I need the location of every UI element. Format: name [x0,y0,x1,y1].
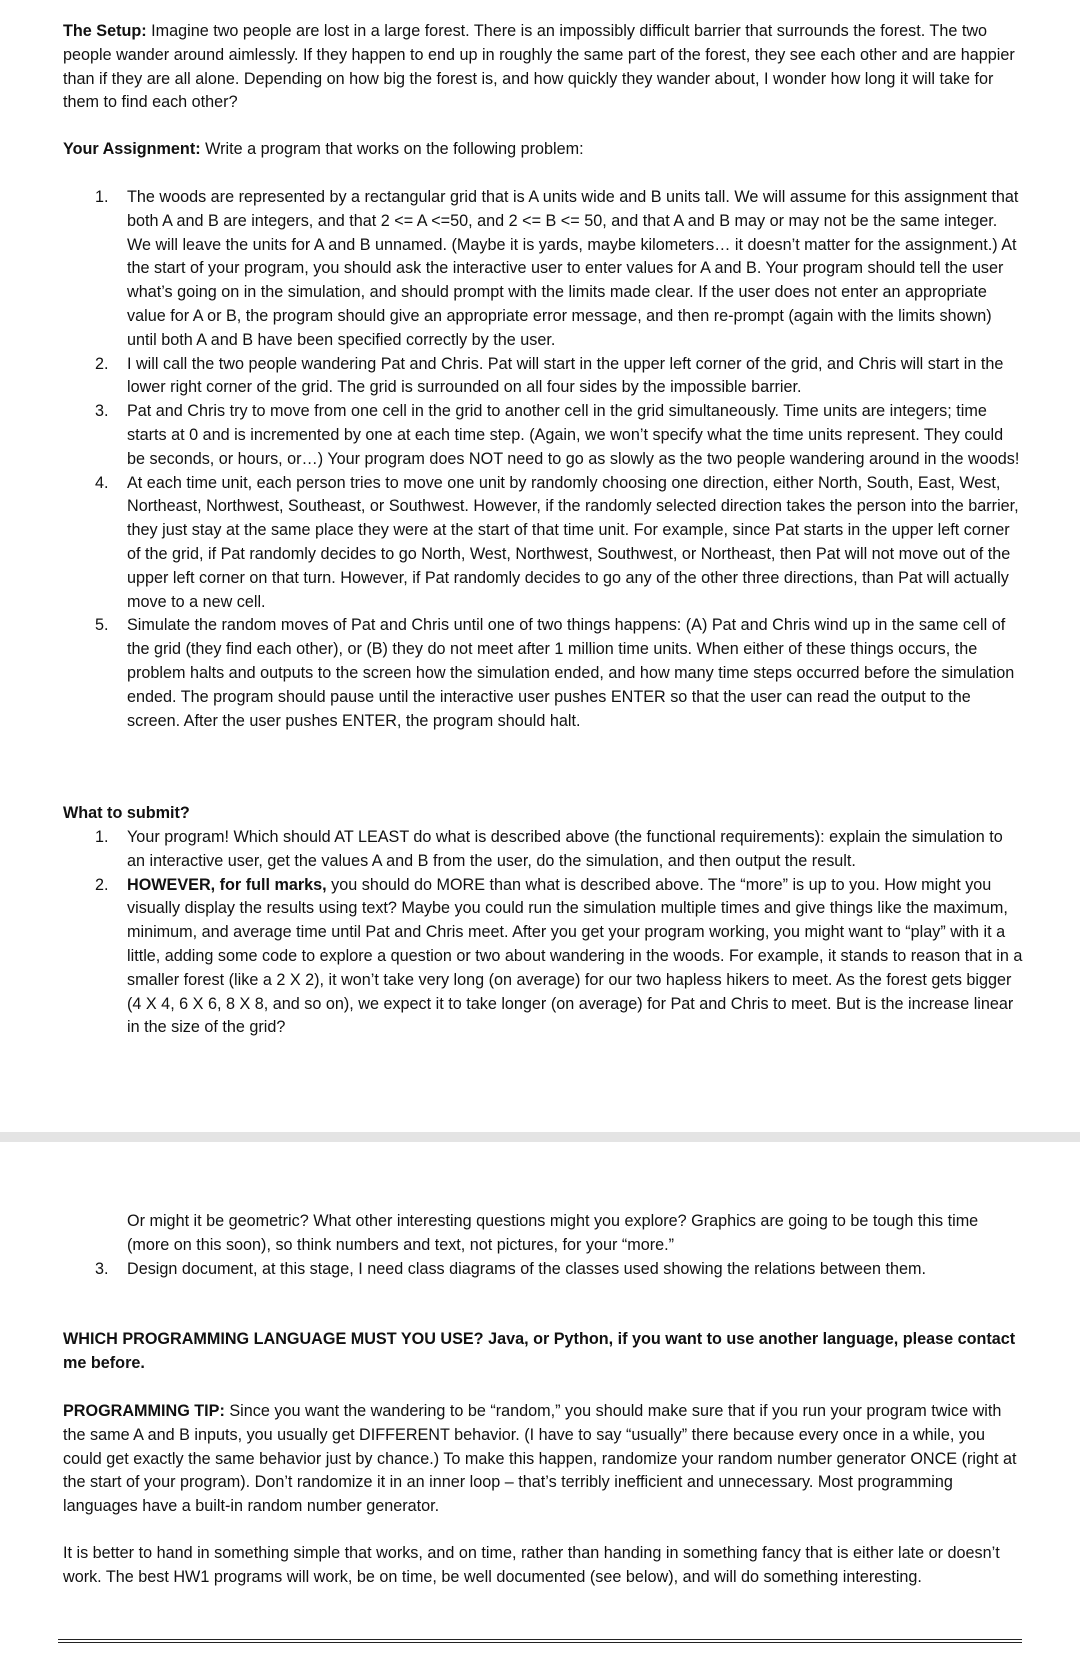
page-break [0,1132,1080,1142]
full-marks-label: HOWEVER, for full marks, [127,875,327,894]
list-item-number: 2. [95,354,109,373]
list-item-number: 4. [95,473,109,492]
list-item-number: 1. [95,188,109,206]
bottom-rule [58,1639,1022,1640]
list-item [63,186,1023,353]
submit-item-2-continued: Or might it be geometric? What other interesting questions might you explore? Graphics are going to be tough this time (more on this soon), so think numbers and text, not pictures, for your “more.” [127,1212,979,1254]
list-item [63,353,1023,401]
setup-label: The Setup: [63,22,147,40]
list-item-text: I will call the two people wandering Pat and Chris. Pat will start in the upper left corner of the grid, and Chris will start in the lower right corner of the grid. The grid is surrounded on all four sides by the impossible barrier. [127,354,1004,397]
assignment-paragraph [63,138,1023,162]
list-item-text: Pat and Chris try to move from one cell in the grid to another cell in the grid simultaneously. Time units are integers; time starts at 0 and is incremented by one at each time step. (Again, we won’t specify what the time units represent. They could be seconds, or hours, or…) Your program does NOT need to go as slowly as the two people wandering around in the woods! [127,402,1020,468]
assignment-label: Your Assignment: [63,140,201,158]
list-item-text: you should do MORE than what is described above. The “more” is up to you. How might you visually display the results using text? Maybe you could run the simulation multiple times and give things like the maximum, minimum, and average time until Pat and Chris meet. After you get your program working, you might want to “play” with it a little, adding some code to explore a question or two about wandering in the woods. For example, it stands to reason that in a smaller forest (like a 2 X 2), it won’t take very long (on average) for our two hapless hikers to meet. As the forest gets bigger (4 X 4, 6 X 6, 8 X 8, and so on), we expect it to take longer (on average) for Pat and Chris to meet. But is the increase linear in the size of the grid? [127,875,1023,1037]
submit-list-continued [63,1258,1023,1282]
list-item [63,826,1023,874]
closing-paragraph: It is better to hand in something simple that works, and on time, rather than handing in something fancy that is either late or doesn’t work. The best HW1 programs will work, be on time, be well documented (see below), and will do something interesting. [63,1544,1000,1586]
list-item-text: Simulate the random moves of Pat and Chris until one of two things happens: (A) Pat and Chris wind up in the same cell of the grid (they find each other), or (B) they do not meet after 1 million time units. When either of these things occurs, the problem halts and outputs to the screen how the simulation ended, and how many time steps occurred before the simulation ended. The program should pause until the interactive user pushes ENTER so that the user can read the output to the screen. After the user pushes ENTER, the program should halt. [127,616,1015,730]
assignment-list [63,186,1023,733]
submit-heading: What to submit? [63,804,190,822]
list-item-text: At each time unit, each person tries to move one unit by randomly choosing one direction, either North, South, East, West, Northeast, Northwest, Southeast, or Southwest. However, if the randomly selected direction takes the person into the barrier, they just stay at the same place they were at the start of that time unit. For example, since Pat starts in the upper left corner of the grid, if Pat randomly decides to go North, West, Northwest, Southwest, or Northeast, then Pat will not move out of the upper left corner on that turn. However, if Pat randomly decides to go any of the other three directions, than Pat will actually move to a new cell. [127,473,1019,611]
bottom-rule-double [58,1642,1022,1643]
submit-list [63,826,1023,1040]
document-page-2 [0,1142,1080,1657]
list-item-text: Your program! Which should AT LEAST do what is described above (the functional requirements): explain the simulation to an interactive user, get the values A and B from the user, do the simulation, and then output the result. [127,828,1003,870]
list-item [63,874,1023,1041]
list-item-text: Design document, at this stage, I need class diagrams of the classes used showing the relations between them. [127,1260,927,1278]
setup-paragraph [63,20,1023,115]
language-paragraph: WHICH PROGRAMMING LANGUAGE MUST YOU USE? Java, or Python, if you want to use another language, please contact me before. [63,1330,1016,1372]
list-item-number: 2. [95,875,109,894]
list-item-number: 5. [95,616,109,635]
list-item-number: 1. [95,828,109,846]
tip-paragraph [63,1400,1023,1519]
assignment-text: Write a program that works on the following problem: [200,140,584,158]
list-item [63,1258,1023,1282]
tip-label: PROGRAMMING TIP: [63,1402,225,1420]
list-item-number: 3. [95,402,109,421]
list-item-text: The woods are represented by a rectangular grid that is A units wide and B units tall. We will assume for this assignment that both A and B are integers, and that 2 <= A <=50, and 2 <= B <= 50, and that A and B may or may not be the same integer. We will leave the units for A and B unnamed. (Maybe it is yards, maybe kilometers… it doesn’t matter for the assignment.) At the start of your program, you should ask the interactive user to enter values for A and B. Your program should tell the user what’s going on in the simulation, and should prompt with the limits made clear. If the user does not enter an appropriate value for A or B, the program should give an appropriate error message, and then re-prompt (again with the limits shown) until both A and B have been specified correctly by the user. [127,188,1019,349]
list-item-number: 3. [95,1260,109,1278]
setup-text: Imagine two people are lost in a large forest. There is an impossibly difficult barrier that surrounds the forest. The two people wander around aimlessly. If they happen to end up in roughly the same part of the forest, they see each other and are happier than if they are all alone. Depending on how big the forest is, and how quickly they wander about, I wonder how long it will take for them to find each other? [63,22,1015,112]
list-item [63,614,1023,733]
list-item [63,472,1023,615]
list-item [63,400,1023,471]
tip-text: Since you want the wandering to be “random,” you should make sure that if you run your program twice with the same A and B inputs, you usually get DIFFERENT behavior. (I have to say “usually” there because every once in a while, you could get exactly the same behavior just by chance.) To make this happen, randomize your random number generator ONCE (right at the start of your program). Don’t randomize it in an inner loop – that’s terribly inefficient and unnecessary. Most programming languages have a built-in random number generator. [63,1402,1017,1516]
